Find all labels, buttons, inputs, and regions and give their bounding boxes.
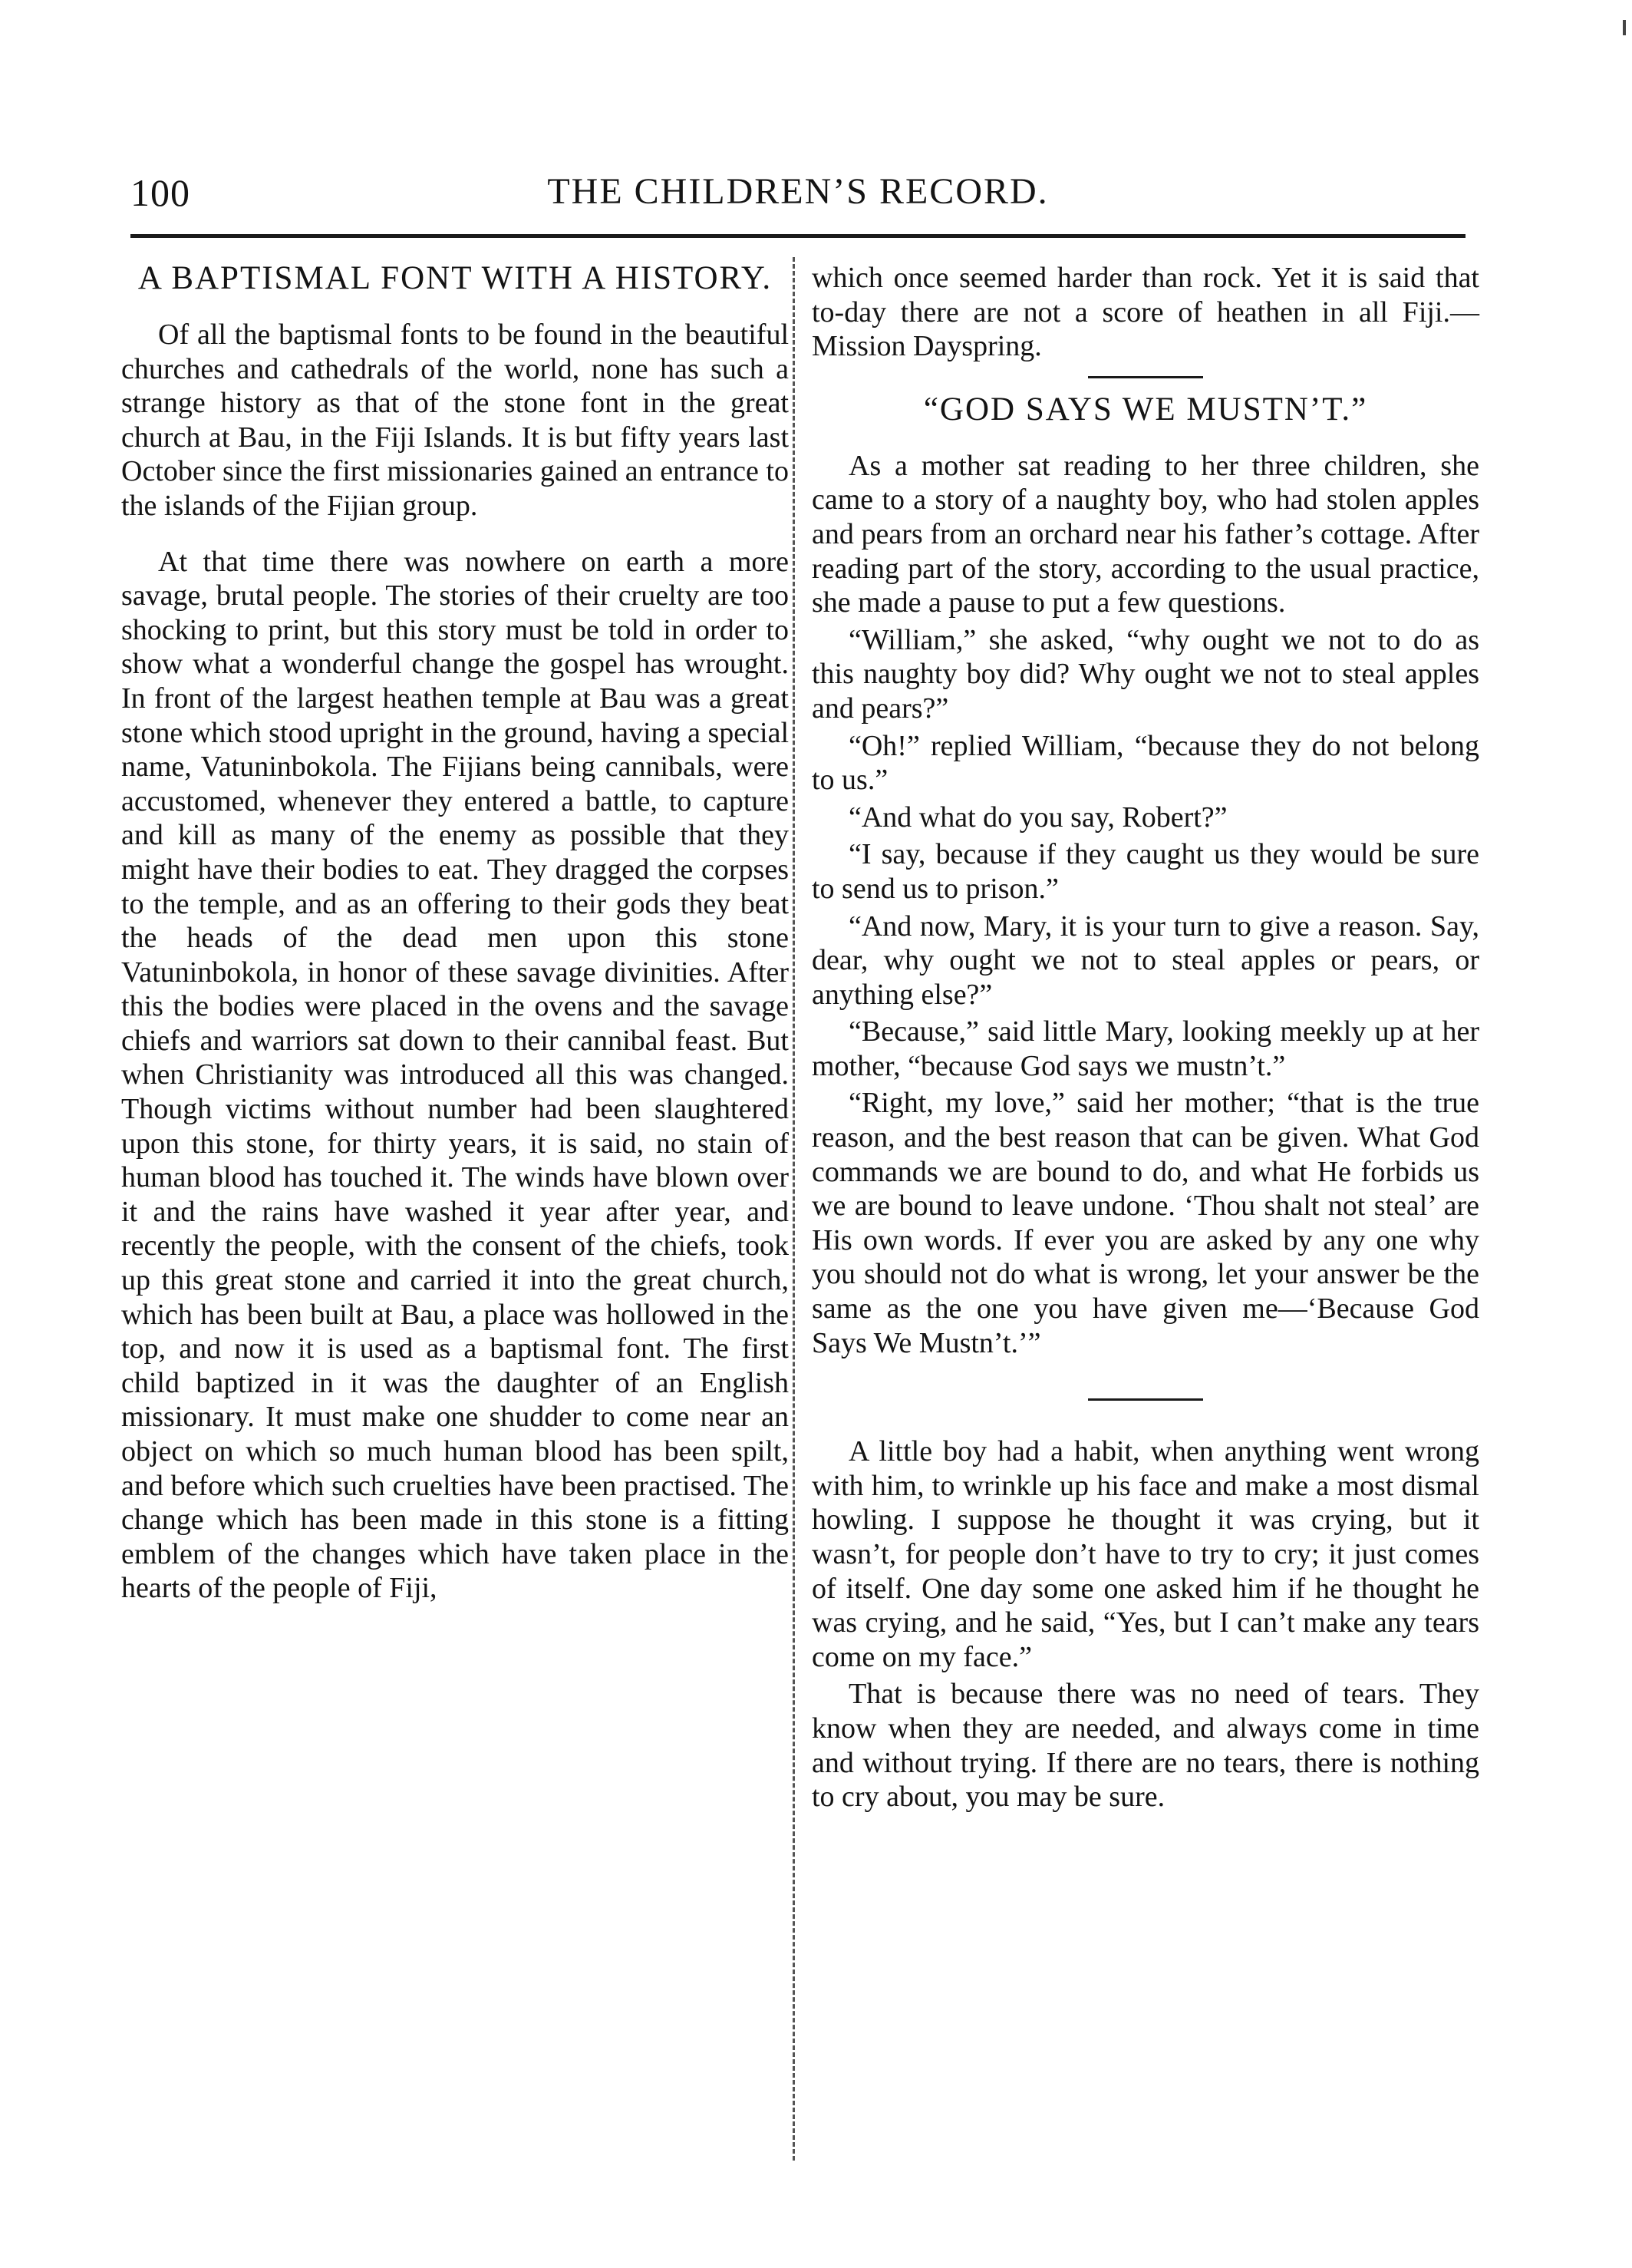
article-paragraph: That is because there was no need of tears. They know when they are needed, and always come in time and without trying. If there are no tears, there is nothing to cry about, you may be sure. bbox=[812, 1678, 1479, 1814]
scan-mark bbox=[1623, 20, 1626, 35]
article-title-god-says: “GOD SAYS WE MUSTN’T.” bbox=[923, 391, 1368, 428]
article-paragraph: As a mother sat reading to her three children, she came to a story of a naughty boy, who had stolen apples and pears from an orchard near his father’s cottage. After reading part of the story, according to the usual practice, she made a pause to put a few questions. bbox=[812, 449, 1479, 619]
left-column bbox=[121, 261, 789, 1606]
article-paragraph: “Oh!” replied William, “because they do not belong to us.” bbox=[812, 729, 1479, 797]
header-rule bbox=[130, 234, 1466, 238]
article-paragraph: “Right, my love,” said her mother; “that is the true reason, and the best reason that can be given. What God commands we are bound to do, and what He forbids us we are bound to leave undone. ‘Thou shalt not steal’ are His own words. If ever you are asked by any one why you should not do what is wrong, let your answer be the same as the one you have given me—‘Because God Says We Mustn’t.’” bbox=[812, 1087, 1479, 1359]
section-separator bbox=[1088, 376, 1203, 378]
column-divider bbox=[793, 257, 795, 2161]
article-paragraph: A little boy had a habit, when anything went wrong with him, to wrinkle up his face and make a most dismal howling. I suppose he thought it was crying, but it wasn’t, for people don’t have to try to cry; it just comes of itself. One day some one asked him if he thought he was crying, and he said, “Yes, but I can’t make any tears come on my face.” bbox=[812, 1435, 1479, 1673]
running-title: THE CHILDREN’S RECORD. bbox=[547, 171, 1049, 212]
right-column bbox=[812, 261, 1479, 1814]
page-header bbox=[130, 170, 1466, 224]
article-paragraph: “Because,” said little Mary, looking meekly up at her mother, “because God says we mustn’t.” bbox=[812, 1015, 1479, 1082]
article-paragraph: At that time there was nowhere on earth a more savage, brutal people. The stories of their cruelty are too shocking to print, but this story must be told in order to show what a wonderful change the gospel has wrought. In front of the largest heathen temple at Bau was a great stone which stood upright in the ground, having a special name, Vatuninbokola. The Fijians being cannibals, were accustomed, whenever they entered a battle, to capture and kill as many of the enemy as possible that they might have their bodies to eat. They dragged the corpses to the temple, and as an offering to their gods they beat the heads of the dead men upon this stone Vatuninbokola, in honor of these savage divinities. After this the bodies were placed in the ovens and the savage chiefs and warriors sat down to their cannibal feast. But when Christianity was introduced all this was changed. Though victims without number had been slaughtered upon this stone, for thirty years, it is said, no stain of human blood has touched it. The winds have blown over it and the rains have washed it year after year, and recently the people, with the consent of the chiefs, took up this great stone and carried it into the great church, which has been built at Bau, a place was hollowed in the top, and now it is used as a baptismal font. The first child baptized in it was the daughter of an English missionary. It must make one shudder to come near an object on which so much human blood has been spilt, and before which such cruelties have been practised. The change which has been made in this stone is a fitting emblem of the changes which have taken place in the hearts of the people of Fiji, bbox=[121, 545, 789, 1605]
section-separator bbox=[1088, 1398, 1203, 1401]
article-paragraph: Of all the baptismal fonts to be found in the beautiful churches and cathedrals of the world, none has such a strange history as that of the stone font in the great church at Bau, in the Fiji Islands. It is but fifty years last October since the first missionaries gained an entrance to the islands of the Fijian group. bbox=[121, 319, 789, 522]
article-paragraph: “And now, Mary, it is your turn to give a reason. Say, dear, why ought we not to steal apples or pears, or anything else?” bbox=[812, 910, 1479, 1011]
article-paragraph: “And what do you say, Robert?” bbox=[849, 801, 1228, 834]
article-paragraph: “I say, because if they caught us they would be sure to send us to prison.” bbox=[812, 838, 1479, 905]
article-continuation: which once seemed harder than rock. Yet it is said that to-day there are not a score of heathen in all Fiji.—Mission Dayspring. bbox=[812, 262, 1479, 363]
article-title-baptismal-font: A BAPTISMAL FONT WITH A HISTORY. bbox=[137, 260, 773, 296]
page-number: 100 bbox=[130, 171, 190, 214]
article-paragraph: “William,” she asked, “why ought we not to do as this naughty boy did? Why ought we not to steal apples and pears?” bbox=[812, 623, 1479, 725]
